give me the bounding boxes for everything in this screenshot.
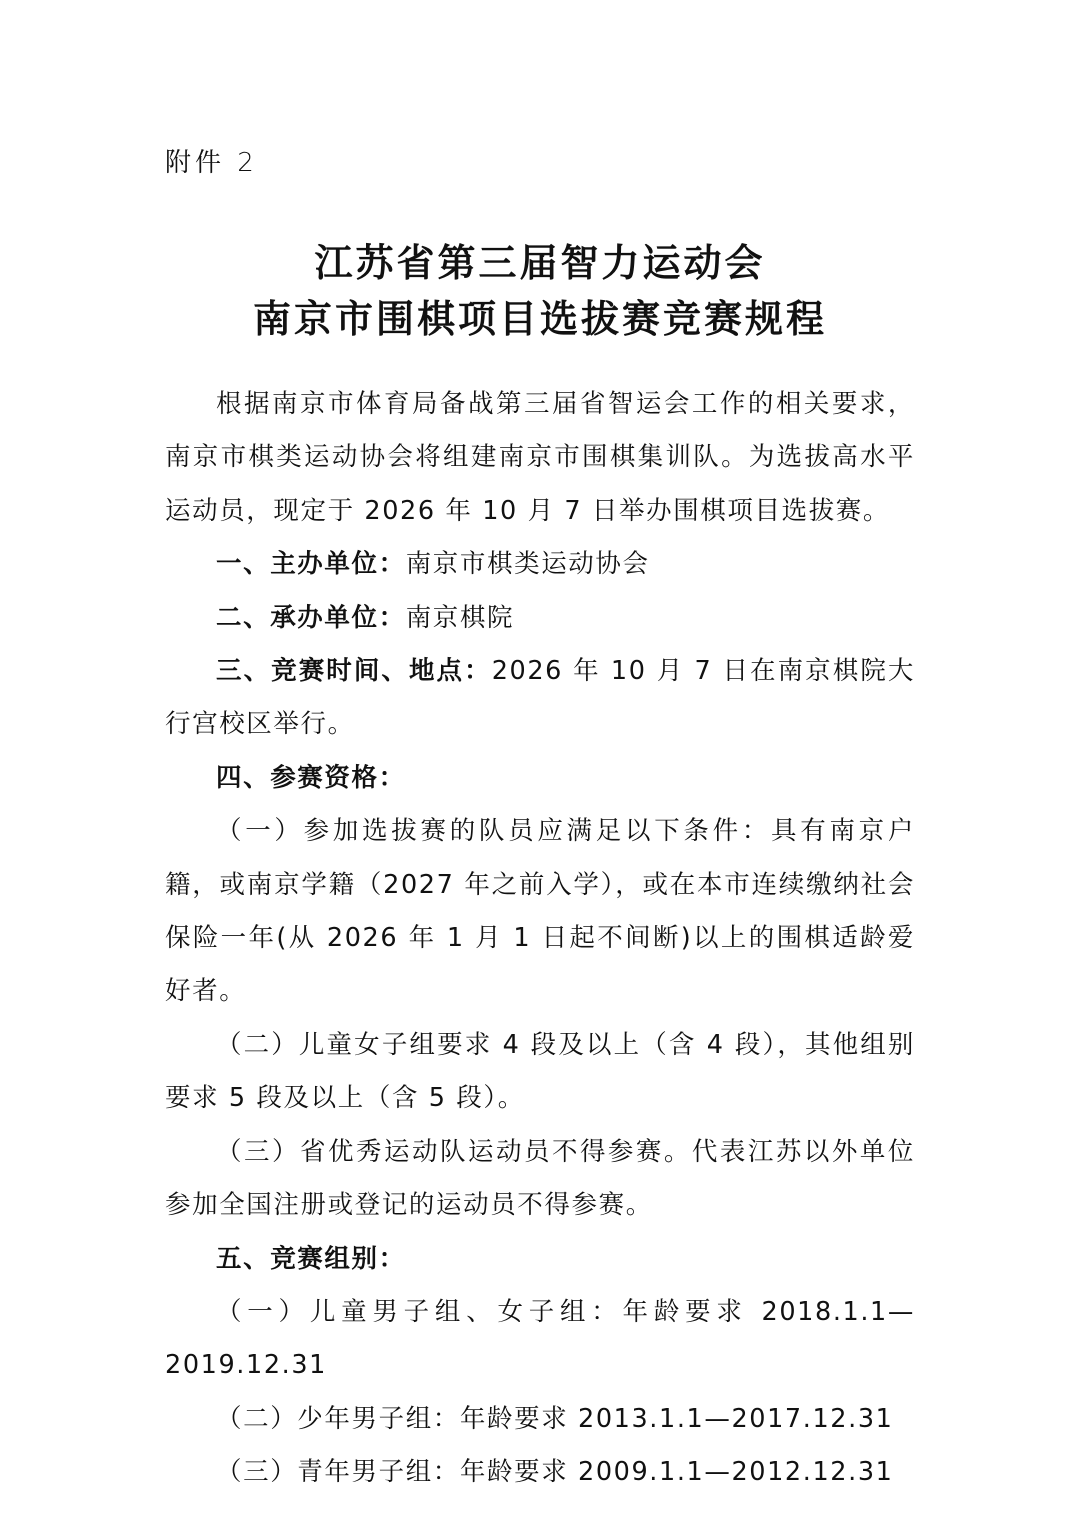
eligibility-item-2: （二）儿童女子组要求 4 段及以上（含 4 段），其他组别要求 5 段及以上（含 5 段）。 — [165, 1029, 915, 1114]
attachment-label: 附件 2 — [165, 148, 258, 178]
document-body — [165, 378, 915, 1500]
section-organizer-value: 南京市棋类运动协会 — [405, 549, 650, 580]
section-host-value: 南京棋院 — [405, 602, 515, 633]
section-eligibility-heading: 四、参赛资格： — [216, 762, 406, 793]
document-title-line2: 南京市围棋项目选拔赛竞赛规程 — [252, 297, 827, 341]
section-time-place-value: 2026 年 10 月 7 日在南京棋院大行宫校区举行。 — [165, 656, 915, 740]
section-host-label: 二、承办单位： — [216, 602, 406, 633]
group-item-3: （三）青年男子组：年龄要求 2009.1.1—2012.12.31 — [216, 1457, 894, 1488]
section-organizer-label: 一、主办单位： — [216, 549, 406, 580]
section-groups-heading: 五、竞赛组别： — [216, 1243, 406, 1274]
section-time-place — [165, 645, 915, 752]
group-item-2: （二）少年男子组：年龄要求 2013.1.1—2017.12.31 — [216, 1403, 894, 1434]
eligibility-item-1: （一）参加选拔赛的队员应满足以下条件：具有南京户籍，或南京学籍（2027 年之前入学），或在本市连续缴纳社会保险一年(从 2026 年 1 月 1 日起不间断)以上的围棋适龄爱好者。 — [165, 816, 915, 1007]
document-title-line1: 江苏省第三届智力运动会 — [314, 241, 766, 285]
section-host — [165, 592, 915, 645]
group-item-1: （一）儿童男子组、女子组：年龄要求 2018.1.1—2019.12.31 — [165, 1296, 915, 1381]
eligibility-item-3: （三）省优秀运动队运动员不得参赛。代表江苏以外单位参加全国注册或登记的运动员不得参赛。 — [165, 1136, 915, 1221]
section-time-place-label: 三、竞赛时间、地点： — [216, 656, 492, 687]
intro-paragraph: 根据南京市体育局备战第三届省智运会工作的相关要求，南京市棋类运动协会将组建南京市围棋集训队。为选拔高水平运动员，现定于 2026 年 10 月 7 日举办围棋项目选拔赛。 — [165, 389, 915, 526]
section-organizer — [165, 538, 915, 591]
